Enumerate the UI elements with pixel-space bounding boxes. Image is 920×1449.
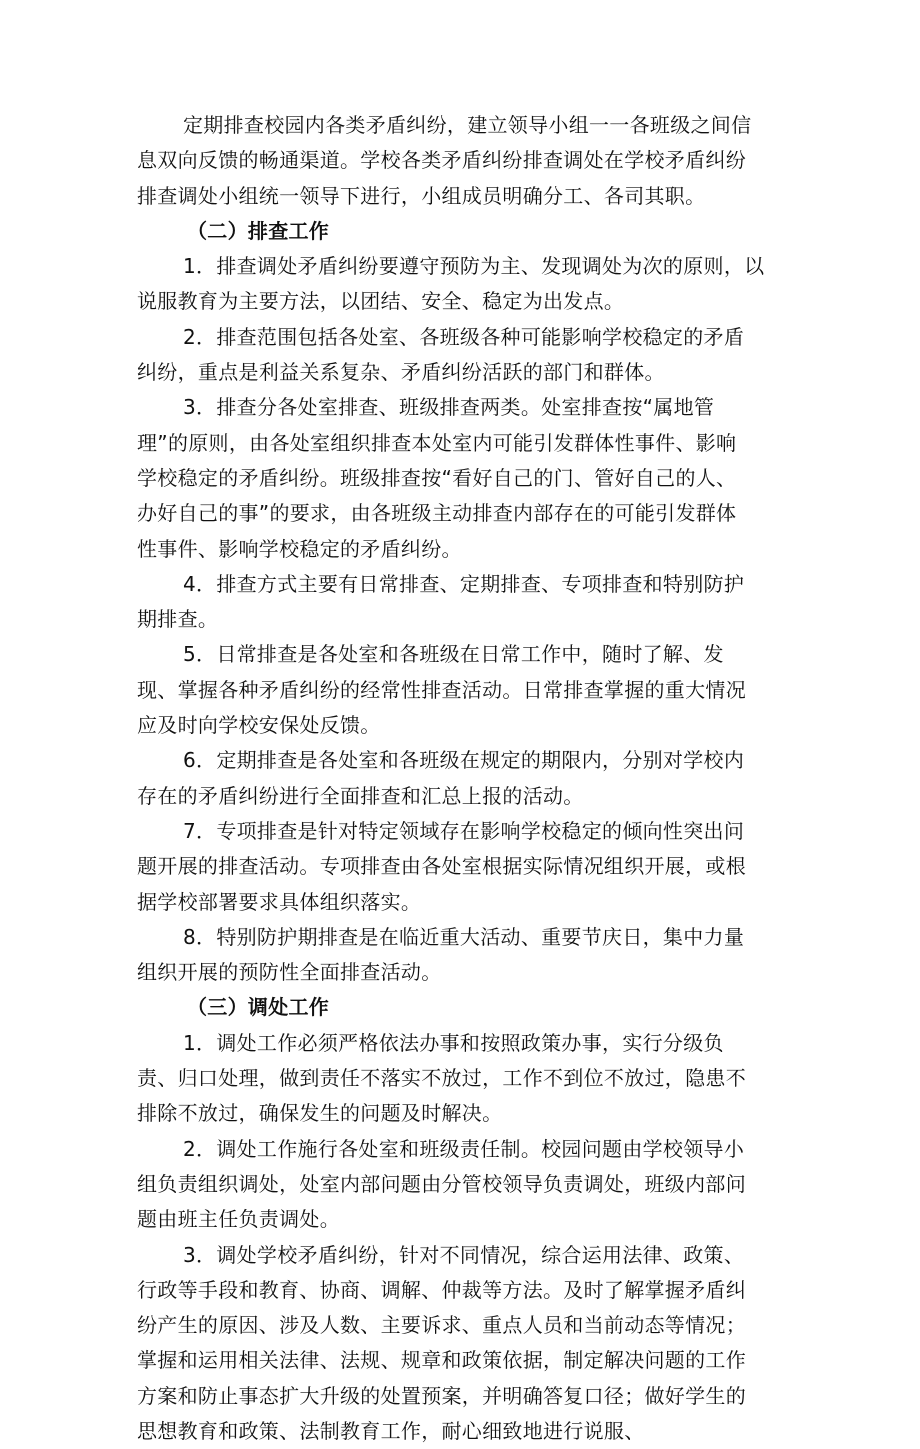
paragraph-line: 学校稳定的矛盾纠纷。班级排查按“看好自己的门、管好自己的人、 (137, 461, 797, 496)
paragraph-line: 应及时向学校安保处反馈。 (137, 708, 797, 743)
paragraph-line: 4．排查方式主要有日常排查、定期排查、专项排查和特别防护 (137, 567, 797, 602)
paragraph-line: 办好自己的事”的要求，由各班级主动排查内部存在的可能引发群体 (137, 496, 797, 531)
paragraph-line: 责、归口处理，做到责任不落实不放过，工作不到位不放过，隐患不 (137, 1061, 797, 1096)
paragraph-line: 性事件、影响学校稳定的矛盾纠纷。 (137, 532, 797, 567)
section-heading: （二）排查工作 (137, 214, 797, 249)
paragraph (137, 814, 797, 920)
paragraph (137, 390, 797, 566)
paragraph-line: 1．调处工作必须严格依法办事和按照政策办事，实行分级负 (137, 1026, 797, 1061)
paragraph-line: 息双向反馈的畅通渠道。学校各类矛盾纠纷排查调处在学校矛盾纠纷 (137, 143, 797, 178)
paragraph (137, 1026, 797, 1132)
paragraph-line: 组织开展的预防性全面排查活动。 (137, 955, 797, 990)
paragraph-line: 题开展的排查活动。专项排查由各处室根据实际情况组织开展，或根 (137, 849, 797, 884)
paragraph (137, 108, 797, 214)
paragraph-line: 纠纷，重点是利益关系复杂、矛盾纠纷活跃的部门和群体。 (137, 355, 797, 390)
paragraph-line: 现、掌握各种矛盾纠纷的经常性排查活动。日常排查掌握的重大情况 (137, 673, 797, 708)
paragraph (137, 1238, 797, 1449)
paragraph (137, 743, 797, 814)
paragraph-line: 方案和防止事态扩大升级的处置预案，并明确答复口径；做好学生的 (137, 1379, 797, 1414)
paragraph-line: 5．日常排查是各处室和各班级在日常工作中，随时了解、发 (137, 637, 797, 672)
document-body (137, 108, 797, 1449)
paragraph-line: 排除不放过，确保发生的问题及时解决。 (137, 1096, 797, 1131)
paragraph-line: 行政等手段和教育、协商、调解、仲裁等方法。及时了解掌握矛盾纠 (137, 1273, 797, 1308)
paragraph-line: 存在的矛盾纠纷进行全面排查和汇总上报的活动。 (137, 779, 797, 814)
paragraph-line: 思想教育和政策、法制教育工作，耐心细致地进行说服、 (137, 1414, 797, 1449)
paragraph-line: 7．专项排查是针对特定领域存在影响学校稳定的倾向性突出问 (137, 814, 797, 849)
paragraph-line: 8．特别防护期排查是在临近重大活动、重要节庆日，集中力量 (137, 920, 797, 955)
paragraph-line: 3．调处学校矛盾纠纷，针对不同情况，综合运用法律、政策、 (137, 1238, 797, 1273)
paragraph-line: 定期排查校园内各类矛盾纠纷，建立领导小组一一各班级之间信 (137, 108, 797, 143)
paragraph (137, 567, 797, 638)
paragraph-line: 说服教育为主要方法，以团结、安全、稳定为出发点。 (137, 284, 797, 319)
paragraph (137, 1132, 797, 1238)
paragraph-line: 2．排查范围包括各处室、各班级各种可能影响学校稳定的矛盾 (137, 320, 797, 355)
paragraph-line: 排查调处小组统一领导下进行，小组成员明确分工、各司其职。 (137, 179, 797, 214)
paragraph-line: 6．定期排查是各处室和各班级在规定的期限内，分别对学校内 (137, 743, 797, 778)
paragraph-line: 题由班主任负责调处。 (137, 1202, 797, 1237)
paragraph (137, 920, 797, 991)
paragraph-line: 据学校部署要求具体组织落实。 (137, 885, 797, 920)
section-heading: （三）调处工作 (137, 990, 797, 1025)
paragraph-line: 纷产生的原因、涉及人数、主要诉求、重点人员和当前动态等情况； (137, 1308, 797, 1343)
paragraph-line: 1．排查调处矛盾纠纷要遵守预防为主、发现调处为次的原则，以 (137, 249, 797, 284)
paragraph (137, 637, 797, 743)
paragraph-line: 掌握和运用相关法律、法规、规章和政策依据，制定解决问题的工作 (137, 1343, 797, 1378)
paragraph (137, 249, 797, 320)
paragraph-line: 组负责组织调处，处室内部问题由分管校领导负责调处，班级内部问 (137, 1167, 797, 1202)
paragraph (137, 320, 797, 391)
paragraph-line: 期排查。 (137, 602, 797, 637)
paragraph-line: 2．调处工作施行各处室和班级责任制。校园问题由学校领导小 (137, 1132, 797, 1167)
paragraph-line: 3．排查分各处室排查、班级排查两类。处室排查按“属地管 (137, 390, 797, 425)
paragraph-line: 理”的原则，由各处室组织排查本处室内可能引发群体性事件、影响 (137, 426, 797, 461)
